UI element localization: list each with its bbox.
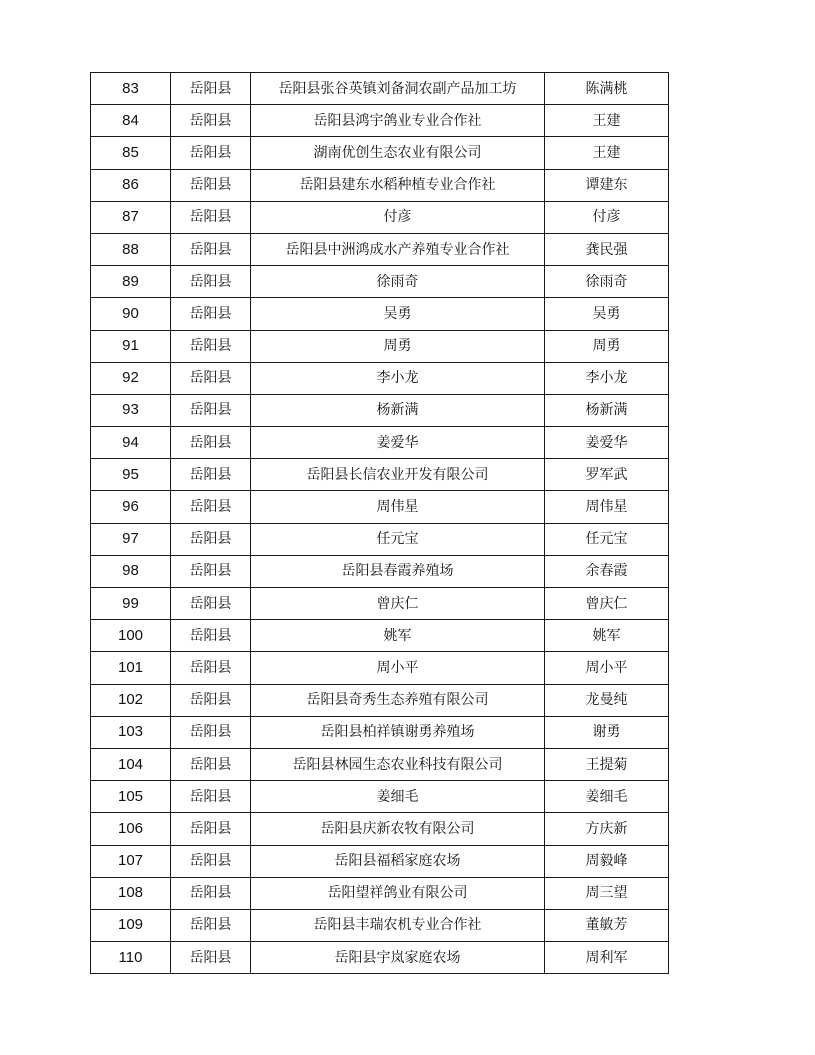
entity-name-cell: 周伟星 [251,491,545,523]
table-row [91,684,669,716]
contact-person-cell: 周小平 [545,652,669,684]
table-row [91,73,669,105]
county-cell: 岳阳县 [171,684,251,716]
county-cell: 岳阳县 [171,491,251,523]
table-row [91,137,669,169]
roster-table-body [91,73,669,974]
entity-name-cell: 岳阳望祥鸽业有限公司 [251,877,545,909]
entity-name-cell: 姜细毛 [251,781,545,813]
entity-name-cell: 湖南优创生态农业有限公司 [251,137,545,169]
table-row [91,330,669,362]
county-cell: 岳阳县 [171,942,251,974]
table-row [91,105,669,137]
county-cell: 岳阳县 [171,652,251,684]
entity-name-cell: 岳阳县鸿宇鸽业专业合作社 [251,105,545,137]
entity-name-cell: 岳阳县长信农业开发有限公司 [251,459,545,491]
entity-name-cell: 周小平 [251,652,545,684]
entity-name-cell: 岳阳县丰瑞农机专业合作社 [251,909,545,941]
contact-person-cell: 谭建东 [545,169,669,201]
county-cell: 岳阳县 [171,362,251,394]
contact-person-cell: 杨新满 [545,394,669,426]
contact-person-cell: 姜细毛 [545,781,669,813]
entity-name-cell: 岳阳县宇岚家庭农场 [251,942,545,974]
contact-person-cell: 王提菊 [545,748,669,780]
entity-name-cell: 岳阳县春霞养殖场 [251,555,545,587]
contact-person-cell: 付彦 [545,201,669,233]
table-row [91,555,669,587]
row-number-cell: 85 [91,137,171,169]
contact-person-cell: 龚民强 [545,233,669,265]
contact-person-cell: 王建 [545,137,669,169]
contact-person-cell: 姜爱华 [545,427,669,459]
row-number-cell: 101 [91,652,171,684]
contact-person-cell: 周毅峰 [545,845,669,877]
row-number-cell: 90 [91,298,171,330]
county-cell: 岳阳县 [171,459,251,491]
row-number-cell: 92 [91,362,171,394]
county-cell: 岳阳县 [171,233,251,265]
contact-person-cell: 谢勇 [545,716,669,748]
row-number-cell: 88 [91,233,171,265]
table-row [91,781,669,813]
contact-person-cell: 周勇 [545,330,669,362]
county-cell: 岳阳县 [171,588,251,620]
county-cell: 岳阳县 [171,394,251,426]
table-row [91,169,669,201]
county-cell: 岳阳县 [171,201,251,233]
contact-person-cell: 方庆新 [545,813,669,845]
county-cell: 岳阳县 [171,716,251,748]
table-row [91,716,669,748]
entity-name-cell: 岳阳县建东水稻种植专业合作社 [251,169,545,201]
entity-name-cell: 岳阳县张谷英镇刘备洞农副产品加工坊 [251,73,545,105]
row-number-cell: 100 [91,620,171,652]
row-number-cell: 104 [91,748,171,780]
row-number-cell: 109 [91,909,171,941]
row-number-cell: 107 [91,845,171,877]
county-cell: 岳阳县 [171,555,251,587]
row-number-cell: 84 [91,105,171,137]
entity-name-cell: 岳阳县林园生态农业科技有限公司 [251,748,545,780]
contact-person-cell: 徐雨奇 [545,266,669,298]
table-row [91,877,669,909]
county-cell: 岳阳县 [171,73,251,105]
row-number-cell: 93 [91,394,171,426]
table-row [91,942,669,974]
county-cell: 岳阳县 [171,427,251,459]
entity-name-cell: 岳阳县福稻家庭农场 [251,845,545,877]
row-number-cell: 106 [91,813,171,845]
contact-person-cell: 周伟星 [545,491,669,523]
row-number-cell: 102 [91,684,171,716]
row-number-cell: 99 [91,588,171,620]
contact-person-cell: 周三望 [545,877,669,909]
contact-person-cell: 李小龙 [545,362,669,394]
row-number-cell: 89 [91,266,171,298]
county-cell: 岳阳县 [171,330,251,362]
county-cell: 岳阳县 [171,748,251,780]
table-row [91,620,669,652]
county-cell: 岳阳县 [171,266,251,298]
entity-name-cell: 周勇 [251,330,545,362]
row-number-cell: 96 [91,491,171,523]
table-row [91,909,669,941]
row-number-cell: 97 [91,523,171,555]
county-cell: 岳阳县 [171,169,251,201]
row-number-cell: 110 [91,942,171,974]
entity-name-cell: 岳阳县柏祥镇谢勇养殖场 [251,716,545,748]
county-cell: 岳阳县 [171,877,251,909]
table-row [91,459,669,491]
row-number-cell: 103 [91,716,171,748]
table-row [91,233,669,265]
county-cell: 岳阳县 [171,813,251,845]
contact-person-cell: 王建 [545,105,669,137]
county-cell: 岳阳县 [171,298,251,330]
table-row [91,427,669,459]
contact-person-cell: 龙曼纯 [545,684,669,716]
table-row [91,588,669,620]
roster-table [90,72,669,974]
county-cell: 岳阳县 [171,523,251,555]
entity-name-cell: 岳阳县奇秀生态养殖有限公司 [251,684,545,716]
county-cell: 岳阳县 [171,620,251,652]
entity-name-cell: 曾庆仁 [251,588,545,620]
entity-name-cell: 付彦 [251,201,545,233]
table-row [91,652,669,684]
table-row [91,362,669,394]
entity-name-cell: 杨新满 [251,394,545,426]
row-number-cell: 83 [91,73,171,105]
entity-name-cell: 姜爱华 [251,427,545,459]
row-number-cell: 94 [91,427,171,459]
row-number-cell: 91 [91,330,171,362]
contact-person-cell: 余春霞 [545,555,669,587]
county-cell: 岳阳县 [171,137,251,169]
row-number-cell: 105 [91,781,171,813]
table-row [91,845,669,877]
county-cell: 岳阳县 [171,781,251,813]
row-number-cell: 95 [91,459,171,491]
contact-person-cell: 任元宝 [545,523,669,555]
table-row [91,298,669,330]
row-number-cell: 98 [91,555,171,587]
entity-name-cell: 姚军 [251,620,545,652]
table-row [91,394,669,426]
contact-person-cell: 董敏芳 [545,909,669,941]
contact-person-cell: 周利军 [545,942,669,974]
entity-name-cell: 任元宝 [251,523,545,555]
table-row [91,266,669,298]
entity-name-cell: 岳阳县庆新农牧有限公司 [251,813,545,845]
row-number-cell: 87 [91,201,171,233]
entity-name-cell: 吴勇 [251,298,545,330]
entity-name-cell: 徐雨奇 [251,266,545,298]
county-cell: 岳阳县 [171,909,251,941]
entity-name-cell: 李小龙 [251,362,545,394]
contact-person-cell: 陈满桃 [545,73,669,105]
contact-person-cell: 吴勇 [545,298,669,330]
table-row [91,748,669,780]
table-row [91,523,669,555]
table-row [91,813,669,845]
contact-person-cell: 曾庆仁 [545,588,669,620]
row-number-cell: 86 [91,169,171,201]
contact-person-cell: 姚军 [545,620,669,652]
table-row [91,201,669,233]
entity-name-cell: 岳阳县中洲鸿成水产养殖专业合作社 [251,233,545,265]
county-cell: 岳阳县 [171,105,251,137]
contact-person-cell: 罗军武 [545,459,669,491]
table-row [91,491,669,523]
county-cell: 岳阳县 [171,845,251,877]
row-number-cell: 108 [91,877,171,909]
